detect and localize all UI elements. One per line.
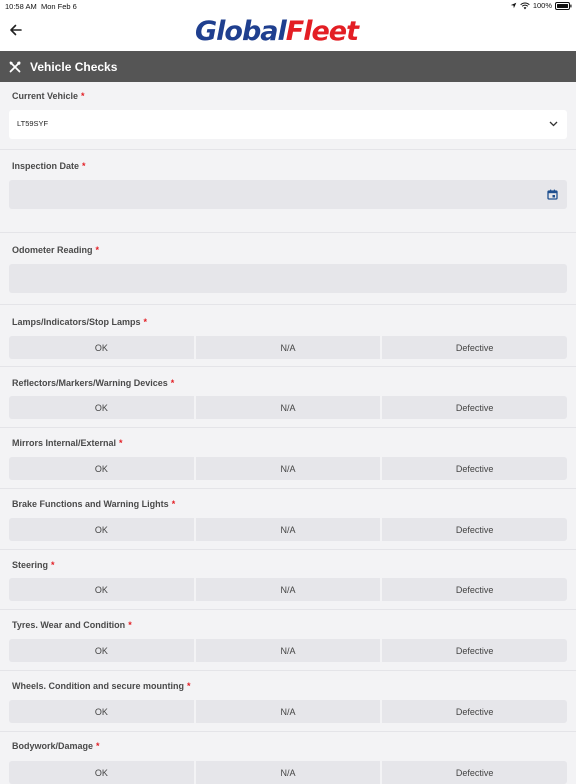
inspection-date-input[interactable] [9,180,567,209]
required-marker: * [82,161,86,171]
na-button[interactable]: N/A [196,396,381,419]
divider [0,670,576,671]
required-marker: * [51,560,55,570]
defective-button[interactable]: Defective [382,639,567,662]
section-title: Vehicle Checks [30,59,118,74]
check-options [9,336,567,359]
check-label-text: Mirrors Internal/External [12,438,117,448]
required-marker: * [119,438,123,448]
current-vehicle-label [12,91,85,101]
logo-fleet: Fleet [285,16,359,47]
inspection-date-label-text: Inspection Date [12,161,80,171]
check-label-text: Reflectors/Markers/Warning Devices [12,378,168,388]
check-label-text: Bodywork/Damage [12,741,94,751]
inspection-date-label [12,161,86,171]
divider [0,304,576,305]
status-time: 10:58 AM [5,2,37,11]
defective-button[interactable]: Defective [382,578,567,601]
check-options [9,518,567,541]
battery-percent: 100% [532,1,552,10]
required-marker: * [187,681,191,691]
divider [0,232,576,233]
check-label [12,620,132,630]
check-label [12,438,123,448]
tools-icon [9,61,21,73]
status-date: Mon Feb 6 [41,2,77,11]
ok-button[interactable]: OK [9,639,194,662]
required-marker: * [170,378,175,388]
na-button[interactable]: N/A [196,761,381,784]
check-label-text: Tyres. Wear and Condition [12,620,126,630]
check-label [12,378,174,388]
required-marker: * [128,620,132,630]
check-options [9,578,567,601]
ok-button[interactable]: OK [9,578,194,601]
divider [0,427,576,428]
check-options [9,761,567,784]
check-label [12,560,55,570]
check-options [9,457,567,480]
divider [0,731,576,732]
defective-button[interactable]: Defective [382,700,567,723]
globalfleet-logo [195,17,358,47]
ok-button[interactable]: OK [9,336,194,359]
logo-global: Global [195,16,286,47]
required-marker: * [81,91,85,101]
current-vehicle-label-text: Current Vehicle [12,91,79,101]
check-label-text: Brake Functions and Warning Lights [12,499,169,509]
odometer-label [12,245,99,255]
status-indicators [510,1,572,10]
section-header [0,51,576,82]
required-marker: * [143,317,148,327]
defective-button[interactable]: Defective [382,457,567,480]
defective-button[interactable]: Defective [382,336,567,359]
check-label [12,317,147,327]
ok-button[interactable]: OK [9,396,194,419]
back-button[interactable] [6,20,26,40]
check-label [12,499,175,509]
required-marker: * [95,245,100,255]
battery-icon [555,2,572,10]
divider [0,488,576,489]
ok-button[interactable]: OK [9,700,194,723]
odometer-label-text: Odometer Reading [12,245,93,255]
wifi-icon [520,2,530,10]
chevron-down-icon [549,121,558,127]
ok-button[interactable]: OK [9,518,194,541]
check-label-text: Lamps/Indicators/Stop Lamps [12,317,141,327]
divider [0,149,576,150]
divider [0,549,576,550]
divider [0,366,576,367]
check-label [12,741,100,751]
calendar-icon[interactable] [547,189,558,200]
na-button[interactable]: N/A [196,336,381,359]
check-options [9,700,567,723]
app-header [0,12,576,51]
check-options [9,639,567,662]
current-vehicle-value: LT59SYF [17,119,49,128]
na-button[interactable]: N/A [196,457,381,480]
location-icon [510,2,517,9]
current-vehicle-select[interactable] [9,110,567,139]
check-label-text: Wheels. Condition and secure mounting [12,681,185,691]
required-marker: * [96,741,100,751]
required-marker: * [171,499,176,509]
na-button[interactable]: N/A [196,518,381,541]
ok-button[interactable]: OK [9,457,194,480]
check-label [12,681,191,691]
defective-button[interactable]: Defective [382,761,567,784]
defective-button[interactable]: Defective [382,396,567,419]
arrow-left-icon [6,20,26,40]
na-button[interactable]: N/A [196,578,381,601]
na-button[interactable]: N/A [196,700,381,723]
status-bar [0,0,576,12]
ok-button[interactable]: OK [9,761,194,784]
check-options [9,396,567,419]
defective-button[interactable]: Defective [382,518,567,541]
odometer-input[interactable] [9,264,567,293]
na-button[interactable]: N/A [196,639,381,662]
divider [0,609,576,610]
check-label-text: Steering [12,560,49,570]
